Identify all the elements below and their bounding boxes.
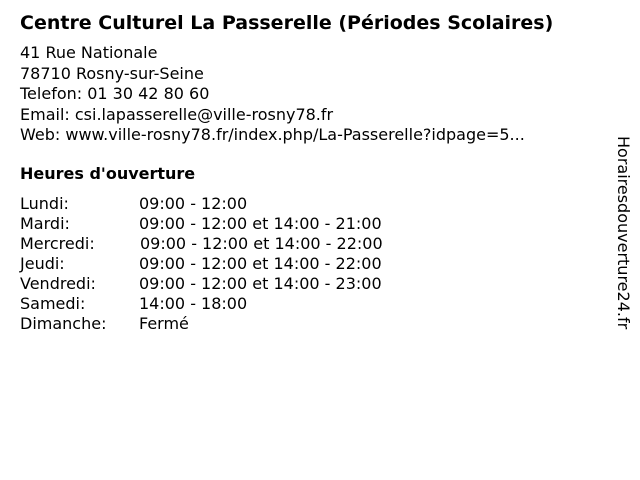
phone-line: Telefon: 01 30 42 80 60: [20, 84, 210, 103]
day-label: Dimanche:: [20, 314, 107, 333]
time-value: 09:00 - 12:00: [139, 194, 248, 213]
day-label: Mercredi:: [20, 234, 95, 253]
time-value: Fermé: [139, 314, 189, 333]
day-label: Lundi:: [20, 194, 69, 213]
day-label: Vendredi:: [20, 274, 96, 293]
day-label: Jeudi:: [20, 254, 65, 273]
day-label: Samedi:: [20, 294, 86, 313]
page-title: Centre Culturel La Passerelle (Périodes Scolaires): [20, 12, 554, 34]
time-value: 09:00 - 12:00 et 14:00 - 22:00: [139, 254, 382, 273]
time-value: 09:00 - 12:00 et 14:00 - 23:00: [139, 274, 382, 293]
time-value: 14:00 - 18:00: [139, 294, 248, 313]
site-brand-watermark: Horairesdouverture24.fr: [614, 136, 633, 330]
email-line: Email: csi.lapasserelle@ville-rosny78.fr: [20, 104, 334, 124]
address-street: 41 Rue Nationale: [20, 43, 158, 62]
web-line: Web: www.ville-rosny78.fr/index.php/La-Passerelle?idpage=5...: [20, 125, 525, 144]
day-label: Mardi:: [20, 214, 70, 233]
address-block: [20, 43, 525, 146]
time-value: 09:00 - 12:00 et 14:00 - 22:00: [140, 234, 383, 253]
hours-heading: Heures d'ouverture: [20, 164, 196, 183]
address-city: 78710 Rosny-sur-Seine: [20, 63, 204, 83]
time-value: 09:00 - 12:00 et 14:00 - 21:00: [139, 214, 382, 233]
